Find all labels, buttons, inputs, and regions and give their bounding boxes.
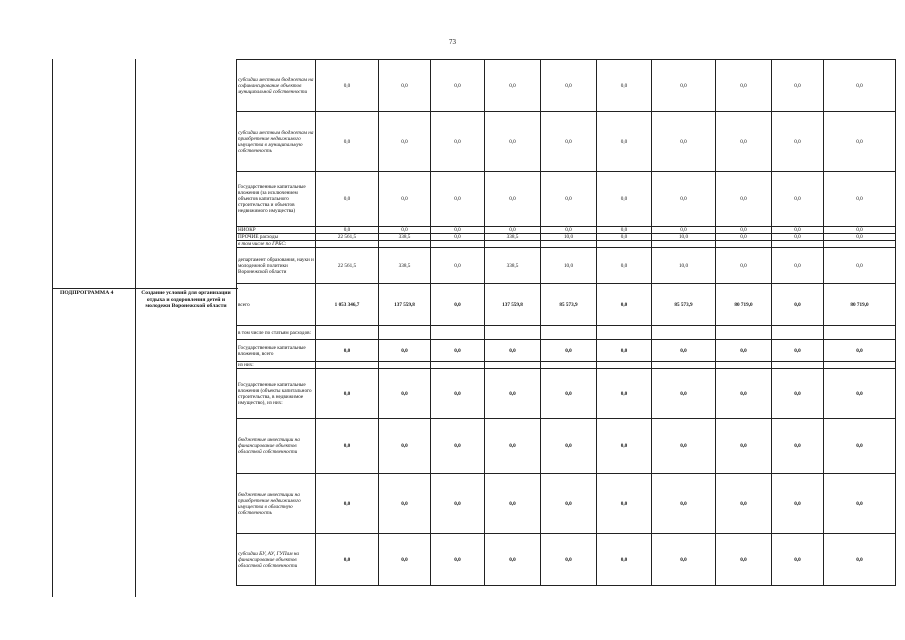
row-description: субсидии местным бюджетам на приобретение недвижимого имущества в муниципальную собственность bbox=[237, 112, 316, 172]
table-body bbox=[237, 60, 896, 586]
value-cell: 0,0 bbox=[772, 112, 824, 172]
value-cell: 338,5 bbox=[379, 234, 431, 241]
value-cell bbox=[431, 362, 485, 369]
value-cell: 0,0 bbox=[597, 248, 652, 284]
value-cell: 0,0 bbox=[716, 369, 772, 419]
value-cell: 0,0 bbox=[716, 172, 772, 227]
table-row bbox=[237, 534, 896, 586]
value-cell: 0,0 bbox=[652, 534, 716, 586]
value-cell bbox=[379, 241, 431, 248]
row-description: в том числе по ГРБС: bbox=[237, 241, 316, 248]
value-cell: 0,0 bbox=[824, 340, 896, 362]
value-cell: 0,0 bbox=[772, 340, 824, 362]
value-cell: 0,0 bbox=[485, 112, 541, 172]
value-cell bbox=[824, 241, 896, 248]
value-cell: 85 573,9 bbox=[652, 284, 716, 326]
table-row bbox=[237, 419, 896, 474]
value-cell: 0,0 bbox=[824, 234, 896, 241]
value-cell: 0,0 bbox=[541, 172, 597, 227]
value-cell bbox=[772, 326, 824, 340]
value-cell bbox=[485, 326, 541, 340]
value-cell: 0,0 bbox=[597, 60, 652, 112]
value-cell: 0,0 bbox=[541, 474, 597, 534]
value-cell: 0,0 bbox=[431, 369, 485, 419]
value-cell: 0,0 bbox=[824, 172, 896, 227]
row-description: из них: bbox=[237, 362, 316, 369]
left-border-line bbox=[52, 59, 53, 597]
value-cell: 0,0 bbox=[824, 534, 896, 586]
value-cell: 0,0 bbox=[716, 534, 772, 586]
value-cell: 0,0 bbox=[772, 534, 824, 586]
value-cell: 0,0 bbox=[772, 234, 824, 241]
value-cell bbox=[485, 241, 541, 248]
row-description: Государственные капитальные вложения (за исключением объектов капитального строительства и объектов недвижимого имущества) bbox=[237, 172, 316, 227]
table-row bbox=[237, 340, 896, 362]
value-cell: 0,0 bbox=[485, 419, 541, 474]
value-cell: 0,0 bbox=[485, 474, 541, 534]
value-cell: 0,0 bbox=[716, 60, 772, 112]
value-cell: 0,0 bbox=[316, 534, 379, 586]
value-cell bbox=[379, 326, 431, 340]
row-description: субсидии местным бюджетам на софинансирование объектов муниципальной собственности bbox=[237, 60, 316, 112]
value-cell: 0,0 bbox=[431, 60, 485, 112]
value-cell: 0,0 bbox=[485, 172, 541, 227]
value-cell: 0,0 bbox=[316, 112, 379, 172]
value-cell bbox=[652, 326, 716, 340]
row-description: департамент образования, науки и молодежной политики Воронежской области bbox=[237, 248, 316, 284]
value-cell: 80 719,0 bbox=[716, 284, 772, 326]
value-cell: 0,0 bbox=[597, 284, 652, 326]
value-cell: 0,0 bbox=[316, 227, 379, 234]
value-cell bbox=[772, 362, 824, 369]
value-cell bbox=[541, 241, 597, 248]
value-cell: 0,0 bbox=[431, 248, 485, 284]
value-cell bbox=[379, 362, 431, 369]
value-cell: 0,0 bbox=[597, 534, 652, 586]
value-cell: 0,0 bbox=[379, 340, 431, 362]
value-cell: 0,0 bbox=[772, 248, 824, 284]
value-cell bbox=[485, 362, 541, 369]
value-cell bbox=[716, 326, 772, 340]
value-cell bbox=[316, 362, 379, 369]
value-cell: 0,0 bbox=[652, 172, 716, 227]
value-cell: 0,0 bbox=[716, 227, 772, 234]
value-cell: 0,0 bbox=[316, 172, 379, 227]
value-cell: 0,0 bbox=[597, 340, 652, 362]
value-cell: 0,0 bbox=[652, 340, 716, 362]
value-cell: 0,0 bbox=[716, 474, 772, 534]
value-cell: 0,0 bbox=[431, 112, 485, 172]
value-cell: 0,0 bbox=[379, 227, 431, 234]
value-cell: 85 573,9 bbox=[541, 284, 597, 326]
table-row bbox=[237, 112, 896, 172]
value-cell: 0,0 bbox=[379, 60, 431, 112]
table-row bbox=[237, 172, 896, 227]
value-cell: 0,0 bbox=[597, 369, 652, 419]
value-cell bbox=[597, 326, 652, 340]
value-cell: 0,0 bbox=[431, 419, 485, 474]
value-cell bbox=[772, 241, 824, 248]
table-row bbox=[237, 241, 896, 248]
row-description: субсидии БУ, АУ, ГУПам на финансирование объектов областной собственности bbox=[237, 534, 316, 586]
value-cell: 0,0 bbox=[431, 340, 485, 362]
value-cell: 0,0 bbox=[716, 419, 772, 474]
value-cell bbox=[431, 241, 485, 248]
value-cell: 0,0 bbox=[379, 534, 431, 586]
value-cell: 0,0 bbox=[541, 60, 597, 112]
value-cell bbox=[652, 241, 716, 248]
value-cell: 0,0 bbox=[541, 340, 597, 362]
value-cell: 0,0 bbox=[772, 227, 824, 234]
value-cell: 10,0 bbox=[652, 234, 716, 241]
value-cell: 0,0 bbox=[379, 419, 431, 474]
value-cell: 0,0 bbox=[652, 419, 716, 474]
value-cell: 0,0 bbox=[379, 172, 431, 227]
value-cell: 0,0 bbox=[541, 369, 597, 419]
value-cell bbox=[597, 241, 652, 248]
value-cell: 0,0 bbox=[379, 474, 431, 534]
value-cell: 0,0 bbox=[597, 227, 652, 234]
value-cell: 137 559,8 bbox=[379, 284, 431, 326]
table-row bbox=[237, 474, 896, 534]
table-row bbox=[237, 326, 896, 340]
value-cell: 0,0 bbox=[431, 227, 485, 234]
value-cell: 0,0 bbox=[431, 284, 485, 326]
row-description: ПРОЧИЕ расходы bbox=[237, 234, 316, 241]
table-row bbox=[237, 369, 896, 419]
value-cell: 0,0 bbox=[485, 369, 541, 419]
value-cell: 10,0 bbox=[541, 248, 597, 284]
value-cell: 0,0 bbox=[772, 369, 824, 419]
row-description: бюджетные инвестиции на финансирование объектов областной собственности bbox=[237, 419, 316, 474]
value-cell: 0,0 bbox=[431, 234, 485, 241]
value-cell bbox=[316, 241, 379, 248]
value-cell bbox=[824, 326, 896, 340]
value-cell: 0,0 bbox=[431, 534, 485, 586]
value-cell: 0,0 bbox=[597, 112, 652, 172]
value-cell: 0,0 bbox=[316, 369, 379, 419]
value-cell: 0,0 bbox=[652, 474, 716, 534]
value-cell: 0,0 bbox=[316, 340, 379, 362]
value-cell: 0,0 bbox=[541, 419, 597, 474]
value-cell: 0,0 bbox=[431, 172, 485, 227]
table-row bbox=[237, 60, 896, 112]
value-cell: 0,0 bbox=[379, 369, 431, 419]
value-cell: 0,0 bbox=[541, 534, 597, 586]
value-cell: 0,0 bbox=[716, 112, 772, 172]
value-cell: 0,0 bbox=[824, 474, 896, 534]
value-cell: 0,0 bbox=[431, 474, 485, 534]
value-cell bbox=[716, 362, 772, 369]
subprogram-code: ПОДПРОГРАММА 4 bbox=[60, 290, 114, 296]
value-cell: 0,0 bbox=[824, 419, 896, 474]
table-row bbox=[237, 227, 896, 234]
value-cell: 0,0 bbox=[772, 284, 824, 326]
table-row bbox=[237, 248, 896, 284]
value-cell: 22 561,5 bbox=[316, 248, 379, 284]
value-cell: 0,0 bbox=[652, 60, 716, 112]
value-cell: 0,0 bbox=[485, 340, 541, 362]
value-cell bbox=[716, 241, 772, 248]
row-description: бюджетные инвестиции на приобретение недвижимого имущества в областную собственность bbox=[237, 474, 316, 534]
value-cell: 0,0 bbox=[652, 369, 716, 419]
value-cell: 0,0 bbox=[824, 60, 896, 112]
subprogram-top-line bbox=[52, 288, 238, 289]
value-cell: 0,0 bbox=[316, 474, 379, 534]
table-row bbox=[237, 284, 896, 326]
value-cell: 0,0 bbox=[597, 172, 652, 227]
value-cell: 1 053 346,7 bbox=[316, 284, 379, 326]
value-cell: 0,0 bbox=[716, 248, 772, 284]
row-description: Государственные капитальные вложения, всего bbox=[237, 340, 316, 362]
column-divider-1 bbox=[135, 59, 136, 597]
value-cell bbox=[431, 326, 485, 340]
value-cell: 0,0 bbox=[772, 60, 824, 112]
value-cell bbox=[652, 362, 716, 369]
page-number: 73 bbox=[449, 38, 456, 46]
value-cell: 0,0 bbox=[716, 340, 772, 362]
value-cell: 338,5 bbox=[379, 248, 431, 284]
value-cell bbox=[824, 362, 896, 369]
value-cell: 80 719,0 bbox=[824, 284, 896, 326]
value-cell: 0,0 bbox=[379, 112, 431, 172]
value-cell: 0,0 bbox=[597, 234, 652, 241]
table-row bbox=[237, 362, 896, 369]
value-cell: 338,5 bbox=[485, 248, 541, 284]
row-description: Государственные капитальные вложения (объекты капитального строительства, в недвижимое имущество), из них: bbox=[237, 369, 316, 419]
budget-table bbox=[236, 59, 896, 586]
value-cell: 0,0 bbox=[541, 112, 597, 172]
value-cell: 0,0 bbox=[824, 112, 896, 172]
value-cell: 0,0 bbox=[824, 369, 896, 419]
value-cell: 0,0 bbox=[716, 234, 772, 241]
value-cell: 10,0 bbox=[652, 248, 716, 284]
value-cell: 0,0 bbox=[485, 60, 541, 112]
row-description: всего bbox=[237, 284, 316, 326]
value-cell: 10,0 bbox=[541, 234, 597, 241]
row-description: НИОКР bbox=[237, 227, 316, 234]
value-cell: 0,0 bbox=[485, 534, 541, 586]
row-description: в том числе по статьям расходов: bbox=[237, 326, 316, 340]
value-cell: 0,0 bbox=[316, 419, 379, 474]
value-cell bbox=[541, 362, 597, 369]
value-cell: 0,0 bbox=[485, 227, 541, 234]
value-cell: 0,0 bbox=[772, 474, 824, 534]
value-cell: 0,0 bbox=[824, 248, 896, 284]
value-cell bbox=[541, 326, 597, 340]
table-row bbox=[237, 234, 896, 241]
value-cell: 338,5 bbox=[485, 234, 541, 241]
value-cell: 0,0 bbox=[541, 227, 597, 234]
subprogram-title: Создание условий для организации отдыха и оздоровления детей и молодежи Воронежской области bbox=[141, 290, 231, 309]
value-cell: 0,0 bbox=[597, 419, 652, 474]
value-cell: 0,0 bbox=[772, 419, 824, 474]
value-cell bbox=[316, 326, 379, 340]
value-cell: 137 559,8 bbox=[485, 284, 541, 326]
value-cell: 0,0 bbox=[824, 227, 896, 234]
value-cell: 0,0 bbox=[772, 172, 824, 227]
value-cell bbox=[597, 362, 652, 369]
value-cell: 0,0 bbox=[652, 227, 716, 234]
value-cell: 0,0 bbox=[652, 112, 716, 172]
value-cell: 0,0 bbox=[316, 60, 379, 112]
value-cell: 0,0 bbox=[597, 474, 652, 534]
value-cell: 22 561,5 bbox=[316, 234, 379, 241]
